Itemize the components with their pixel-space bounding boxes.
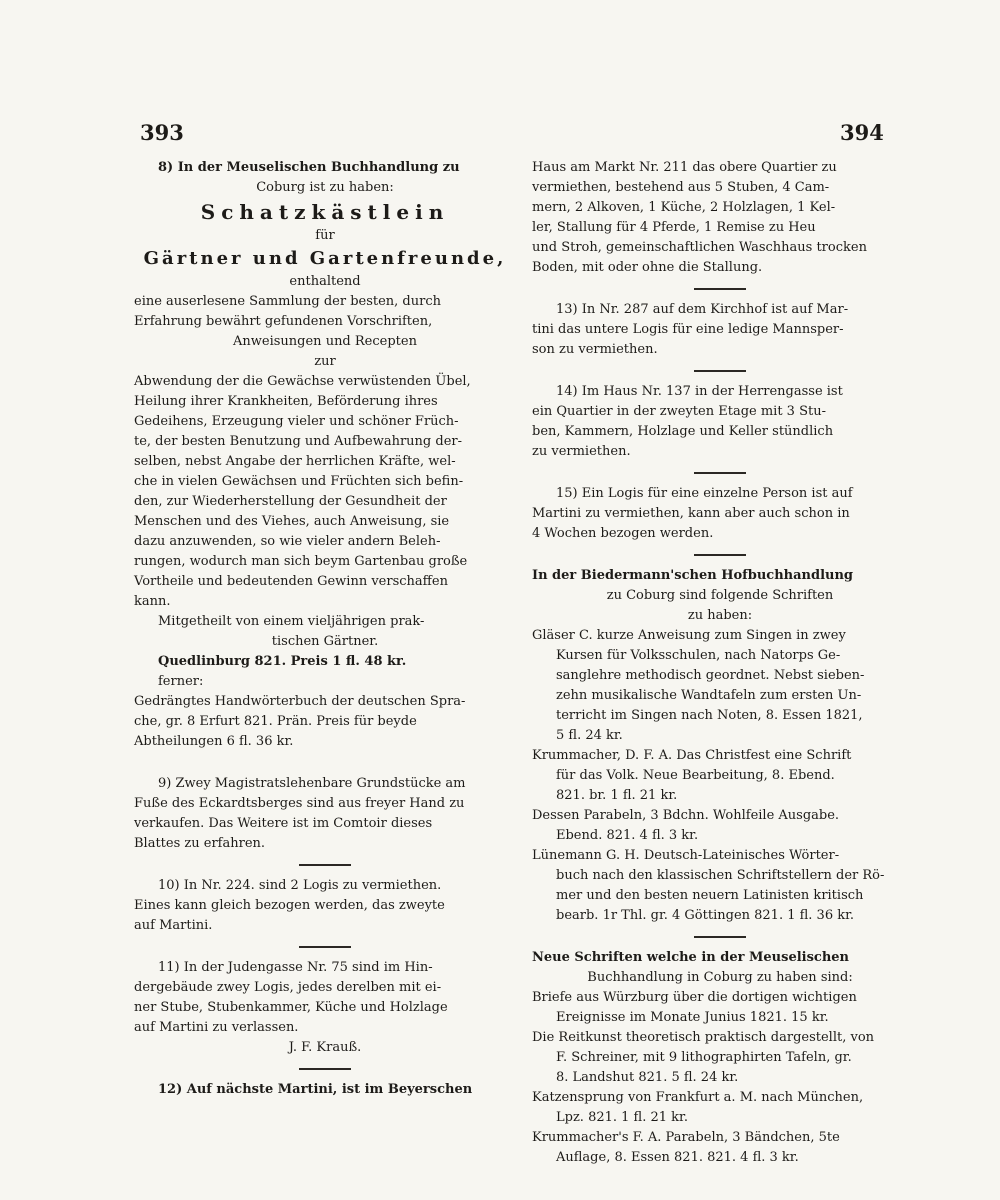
notice-line: Boden, mit oder ohne die Stallung. xyxy=(532,260,763,275)
listing-heading-line: Buchhandlung in Coburg zu haben sind: xyxy=(587,970,853,985)
book-item-line: che, gr. 8 Erfurt 821. Prän. Preis für beyde xyxy=(134,714,417,729)
book-body-line: Vortheile und bedeutenden Gewinn verschaffen xyxy=(134,574,448,589)
book-contributor-line: Mitgetheilt von einem vieljährigen prak- xyxy=(158,614,425,629)
book-zur: zur xyxy=(314,354,336,369)
book-entry-line: Kursen für Volksschulen, nach Natorps Ge- xyxy=(556,648,841,663)
book-body-line: te, der besten Benutzung und Aufbewahrung der- xyxy=(134,434,462,449)
ferner-label: ferner: xyxy=(158,674,204,689)
notice-line: dergebäude zwey Logis, jedes derelben mit ei- xyxy=(134,980,442,995)
book-entry-line: Die Reitkunst theoretisch praktisch dargestellt, von xyxy=(532,1030,875,1045)
book-body-line: dazu anzuwenden, so wie vieler andern Beleh- xyxy=(134,534,441,549)
book-title-connector: für xyxy=(315,228,335,243)
notice-line: 9) Zwey Magistratslehenbare Grundstücke am xyxy=(158,776,466,791)
notice-signature: J. F. Krauß. xyxy=(288,1040,362,1055)
book-entry-line: bearb. 1r Thl. gr. 4 Göttingen 821. 1 fl. 36 kr. xyxy=(556,908,855,923)
book-entry-line: Ebend. 821. 4 fl. 3 kr. xyxy=(556,828,699,843)
notice-line: 12) Auf nächste Martini, ist im Beyerschen xyxy=(158,1082,473,1097)
notice-line: mern, 2 Alkoven, 1 Küche, 2 Holzlagen, 1 Kel- xyxy=(532,200,836,215)
book-entry-line: Gläser C. kurze Anweisung zum Singen in zwey xyxy=(532,628,846,643)
book-entry-line: mer und den besten neuern Latinisten kritisch xyxy=(556,888,864,903)
book-entry-line: zehn musikalische Wandtafeln zum ersten Un- xyxy=(556,688,862,703)
notice-line: ler, Stallung für 4 Pferde, 1 Remise zu Heu xyxy=(532,220,816,235)
book-body-line: selben, nebst Angabe der herrlichen Kräfte, wel- xyxy=(134,454,456,469)
page-number-right: 394 xyxy=(840,120,884,145)
notice-line: tini das untere Logis für eine ledige Mannsper- xyxy=(532,322,844,337)
book-entry-line: sanglehre methodisch geordnet. Nebst sieben- xyxy=(556,668,865,683)
book-entry-line: Krummacher's F. A. Parabeln, 3 Bändchen, 5te xyxy=(532,1130,840,1145)
book-title: Schatzkästlein xyxy=(200,200,450,224)
book-entry-line: Dessen Parabeln, 3 Bdchn. Wohlfeile Ausgabe. xyxy=(532,808,840,823)
notice-line: verkaufen. Das Weitere ist im Comtoir dieses xyxy=(134,816,433,831)
book-desc-line: Anweisungen und Recepten xyxy=(233,334,417,349)
notice-line: auf Martini zu verlassen. xyxy=(134,1020,299,1035)
book-desc-line: Erfahrung bewährt gefundenen Vorschriften, xyxy=(134,314,433,329)
notice-line: 15) Ein Logis für eine einzelne Person ist auf xyxy=(556,486,853,501)
book-entry-line: buch nach den klassischen Schriftstellern der Rö- xyxy=(556,868,885,883)
book-body-line: Gedeihens, Erzeugung vieler und schöner Früch- xyxy=(134,414,459,429)
book-entry-line: 5 fl. 24 kr. xyxy=(556,728,623,743)
notice-line: auf Martini. xyxy=(134,918,213,933)
book-body-line: rungen, wodurch man sich beym Gartenbau große xyxy=(134,554,468,569)
notice-line: ner Stube, Stubenkammer, Küche und Holzlage xyxy=(134,1000,448,1015)
section-divider xyxy=(694,370,746,372)
notice-line: 14) Im Haus Nr. 137 in der Herrengasse ist xyxy=(556,384,843,399)
notice-line: ein Quartier in der zweyten Etage mit 3 Stu- xyxy=(532,404,826,419)
book-entry-line: Katzensprung von Frankfurt a. M. nach München, xyxy=(532,1090,864,1105)
book-entry-line: Ereignisse im Monate Junius 1821. 15 kr. xyxy=(556,1010,829,1025)
notice-13 xyxy=(532,300,908,360)
notice-11 xyxy=(134,958,516,1058)
notice-line: 4 Wochen bezogen werden. xyxy=(532,526,714,541)
right-column xyxy=(532,158,908,1168)
book-entry-line: 8. Landshut 821. 5 fl. 24 kr. xyxy=(556,1070,739,1085)
notice-line: Haus am Markt Nr. 211 das obere Quartier zu xyxy=(532,160,837,175)
book-enthaltend: enthaltend xyxy=(289,274,361,289)
notice-line: vermiethen, bestehend aus 5 Stuben, 4 Cam- xyxy=(532,180,830,195)
book-entry-line: terricht im Singen nach Noten, 8. Essen 1821, xyxy=(556,708,863,723)
book-entry-line: Krummacher, D. F. A. Das Christfest eine Schrift xyxy=(532,748,852,763)
notice-10 xyxy=(134,876,516,936)
notice-line: Martini zu vermiethen, kann aber auch schon in xyxy=(532,506,850,521)
notice-line: son zu vermiethen. xyxy=(532,342,658,357)
book-price: Quedlinburg 821. Preis 1 fl. 48 kr. xyxy=(158,654,407,669)
notice-line: und Stroh, gemeinschaftlichen Waschhaus trocken xyxy=(532,240,867,255)
notice-12-continued xyxy=(532,158,908,278)
left-column xyxy=(134,158,516,1100)
notice-heading-line: 8) In der Meuselischen Buchhandlung zu xyxy=(158,160,460,175)
book-entry-line: Briefe aus Würzburg über die dortigen wichtigen xyxy=(532,990,857,1005)
book-entry-line: Auflage, 8. Essen 821. 821. 4 fl. 3 kr. xyxy=(556,1150,799,1165)
biedermann-listing xyxy=(532,566,908,926)
book-body-line: kann. xyxy=(134,594,171,609)
section-divider xyxy=(694,554,746,556)
book-item-line: Abtheilungen 6 fl. 36 kr. xyxy=(134,734,294,749)
book-body-line: Abwendung der die Gewächse verwüstenden Übel, xyxy=(134,374,471,389)
listing-heading-line: In der Biedermann'schen Hofbuchhandlung xyxy=(532,568,854,583)
book-body-line: den, zur Wiederherstellung der Gesundheit der xyxy=(134,494,447,509)
notice-8 xyxy=(134,158,516,752)
notice-15 xyxy=(532,484,908,544)
notice-line: 10) In Nr. 224. sind 2 Logis zu vermiethen. xyxy=(158,878,442,893)
book-entry-line: F. Schreiner, mit 9 lithographirten Tafeln, gr. xyxy=(556,1050,852,1065)
notice-line: Fuße des Eckardtsberges sind aus freyer Hand zu xyxy=(134,796,465,811)
book-entry-line: 821. br. 1 fl. 21 kr. xyxy=(556,788,678,803)
book-item-line: Gedrängtes Handwörterbuch der deutschen Spra- xyxy=(134,694,466,709)
notice-14 xyxy=(532,382,908,462)
book-desc-line: eine auserlesene Sammlung der besten, durch xyxy=(134,294,441,309)
book-body-line: che in vielen Gewächsen und Früchten sich befin- xyxy=(134,474,464,489)
notice-line: zu vermiethen. xyxy=(532,444,631,459)
notice-heading-line: Coburg ist zu haben: xyxy=(256,180,394,195)
book-entry-line: Lpz. 821. 1 fl. 21 kr. xyxy=(556,1110,688,1125)
book-subtitle: Gärtner und Gartenfreunde, xyxy=(143,248,507,269)
book-entry-line: Lünemann G. H. Deutsch-Lateinisches Wörter- xyxy=(532,848,840,863)
notice-12 xyxy=(134,1080,516,1100)
section-divider xyxy=(299,946,351,948)
book-body-line: Menschen und des Viehes, auch Anweisung, sie xyxy=(134,514,450,529)
listing-heading-line: Neue Schriften welche in der Meuselischen xyxy=(532,950,849,965)
notice-line: 13) In Nr. 287 auf dem Kirchhof ist auf Mar- xyxy=(556,302,849,317)
section-divider xyxy=(694,936,746,938)
page-number-left: 393 xyxy=(140,120,184,145)
book-body-line: Heilung ihrer Krankheiten, Beförderung ihres xyxy=(134,394,438,409)
listing-heading-line: zu Coburg sind folgende Schriften xyxy=(606,588,834,603)
notice-line: ben, Kammern, Holzlage und Keller stündlich xyxy=(532,424,834,439)
notice-line: Blattes zu erfahren. xyxy=(134,836,266,851)
section-divider xyxy=(694,288,746,290)
listing-heading-line: zu haben: xyxy=(687,608,753,623)
section-divider xyxy=(299,1068,351,1070)
book-contributor-line: tischen Gärtner. xyxy=(271,634,379,649)
book-entry-line: für das Volk. Neue Bearbeitung, 8. Ebend. xyxy=(556,768,835,783)
meusel-listing xyxy=(532,948,908,1168)
notice-9 xyxy=(134,774,516,854)
section-divider xyxy=(299,864,351,866)
section-divider xyxy=(694,472,746,474)
notice-line: Eines kann gleich bezogen werden, das zweyte xyxy=(134,898,445,913)
notice-line: 11) In der Judengasse Nr. 75 sind im Hin- xyxy=(158,960,433,975)
